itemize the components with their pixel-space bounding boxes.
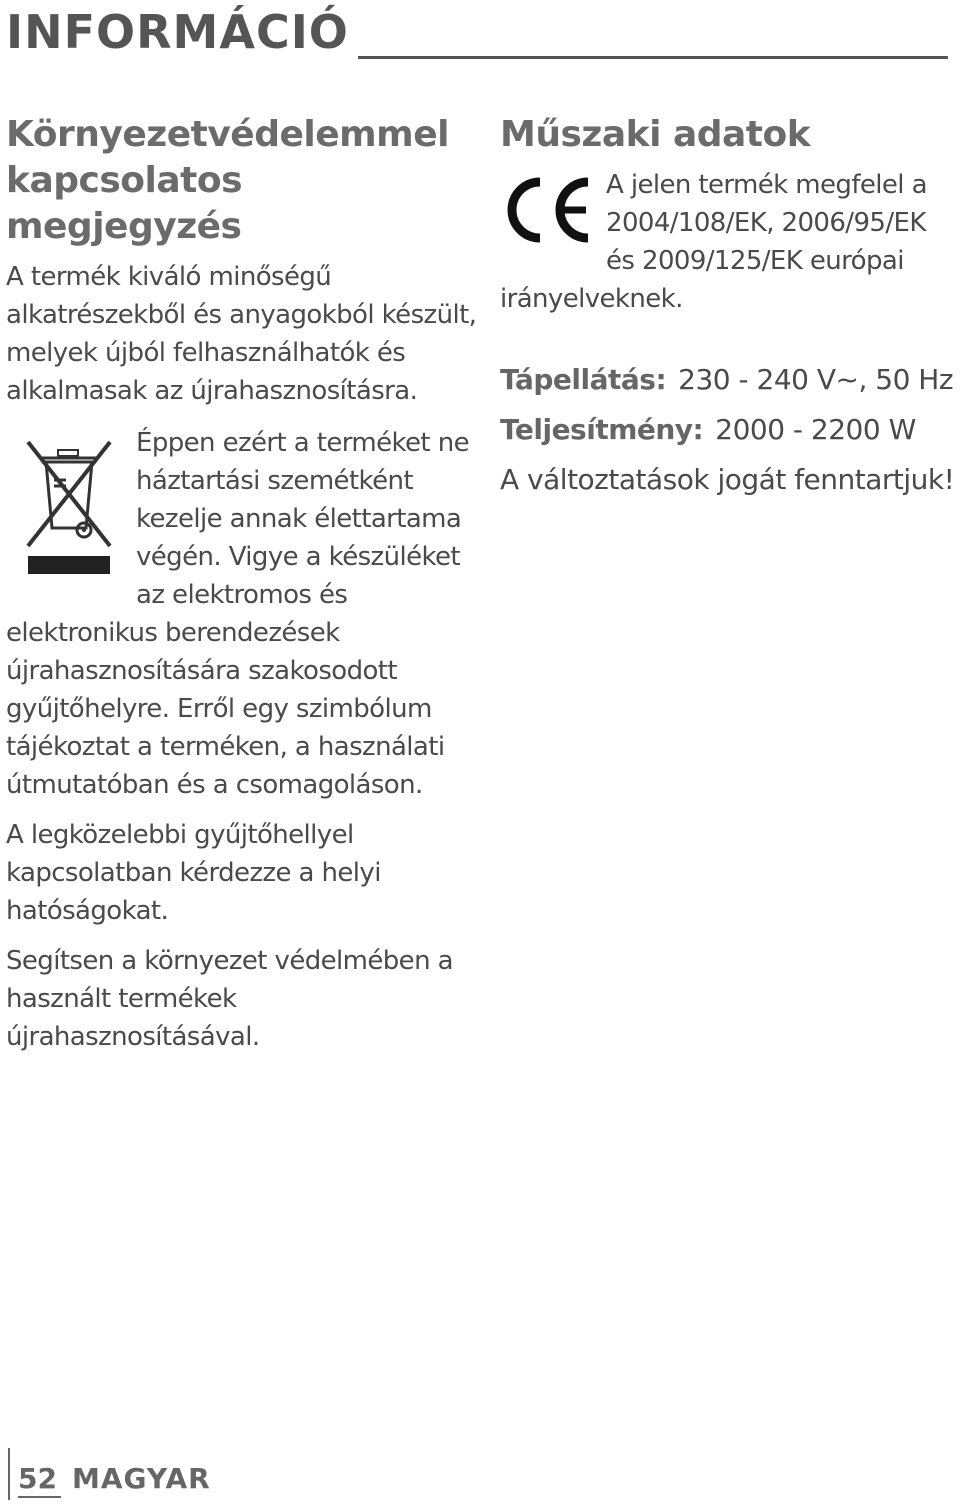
footer-bar — [8, 1448, 10, 1500]
ce-text: A jelen termék megfelel a 2004/108/EK, 2006/95/EK és 2009/125/EK európai irányelveknek. — [500, 170, 927, 314]
power-supply-value: 230 - 240 V~, 50 Hz — [678, 363, 954, 396]
title-rule — [358, 56, 948, 59]
power-value: 2000 - 2200 W — [715, 413, 916, 446]
power-row — [500, 410, 960, 450]
ce-block — [500, 166, 960, 318]
power-label: Teljesítmény: — [500, 413, 704, 446]
page-title: INFORMÁCIÓ — [6, 5, 349, 59]
technical-section — [500, 112, 960, 510]
rights-note: A változtatások jogát fenntartjuk! — [500, 463, 955, 496]
crossed-out-wheelie-bin-icon — [18, 428, 120, 578]
environment-intro: A termék kiváló minőségű alkatrészekből és anyagokból készült, melyek újból felhasználhatók és alkalmasak az újrahasznosításra. — [6, 262, 477, 406]
power-supply-row — [500, 360, 960, 400]
page-number: 52 — [18, 1462, 61, 1498]
environment-heading: Környezetvédelemmel kapcsolatos megjegyzés — [6, 114, 449, 247]
technical-heading: Műszaki adatok — [500, 114, 811, 155]
ce-mark-icon — [500, 174, 596, 246]
page-footer — [8, 1448, 211, 1500]
contact-text: A legközelebbi gyűjtőhellyel kapcsolatban kérdezze a helyi hatóságokat. — [6, 820, 381, 926]
closing-text: Segítsen a környezet védelmében a használt termékek újrahasznosításával. — [6, 946, 453, 1052]
environment-section — [6, 112, 478, 1068]
weee-block — [6, 424, 478, 804]
spacer — [500, 318, 960, 360]
footer-language: MAGYAR — [72, 1462, 211, 1495]
power-supply-label: Tápellátás: — [500, 363, 667, 396]
disposal-text: Éppen ezért a terméket ne háztartási szemétként kezelje annak élettartama végén. Vigye a készüléket az elektromos és elektronikus berendezések újrahasznosítására szakosodott gyűjtőhelyre. Erről egy szimbólum tájékoztat a terméken, a használati útmutatóban és a csomagoláson. — [6, 428, 469, 800]
